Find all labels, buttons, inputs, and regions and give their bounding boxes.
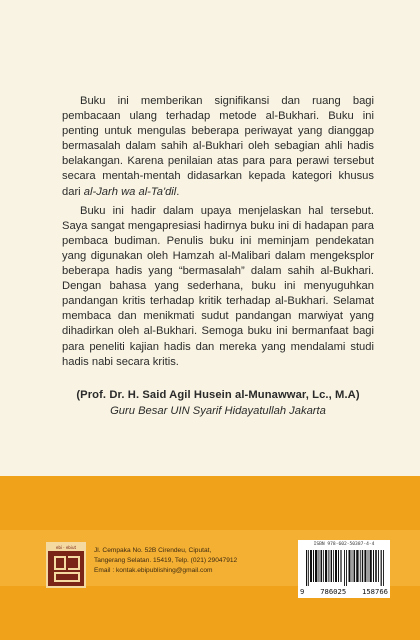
barcode-digit-group-2: 158766	[362, 587, 388, 596]
barcode-digit-lead: 9	[300, 587, 305, 596]
logo-caption: ebi · ebiut	[48, 544, 84, 551]
publisher-address-line-1: Jl. Cempaka No. 52B Cirendeu, Ciputat,	[94, 547, 212, 554]
publisher-info	[94, 546, 284, 576]
barcode-digit-group-1: 786025	[320, 587, 347, 596]
blurb-paragraph-1	[62, 94, 374, 200]
paragraph-1-italic-term: al-Jarh wa al-Ta'dil	[83, 185, 177, 198]
paragraph-1-end: .	[176, 185, 180, 198]
endorser-role: Guru Besar UIN Syarif Hidayatullah Jakarta	[110, 405, 326, 417]
logo-glyph-base	[54, 572, 80, 582]
blurb-text	[62, 94, 374, 374]
isbn-barcode	[298, 540, 390, 598]
endorsement-signature	[62, 389, 374, 417]
publisher-logo	[46, 542, 86, 588]
isbn-number: ISBN 978-602-50387-4-4	[313, 542, 375, 547]
blurb-paragraph-2	[62, 204, 374, 370]
barcode-digits	[300, 587, 388, 596]
logo-glyph-right	[68, 556, 80, 570]
publisher-email: Email : kontak.ebipublishing@gmail.com	[94, 567, 213, 574]
endorser-name: (Prof. Dr. H. Said Agil Husein al-Munawwar, Lc., M.A)	[76, 389, 360, 401]
paragraph-2-text: Buku ini hadir dalam upaya menjelaskan hal tersebut. Saya sangat mengapresiasi hadirnya buku ini di hadapan para pembaca budiman. Penulis buku ini meminjam pendekatan yang digunakan oleh Hamzah al-Malibari dalam mengeksplor beberapa hadis yang “bermasalah” dalam sahih al-Bukhari. Dengan bahasa yang sederhana, buku ini menyuguhkan pandangan kritis terhadap kritik terhadap al-Bukhari. Selamat membaca dan menikmati sudut pandangan marwiyat yang dihadirkan oleh al-Bukhari. Semoga buku ini bermanfaat bagi para peneliti kajian hadis dan mereka yang mendalami studi hadis nabi secara kritis.	[62, 204, 374, 368]
barcode-bars	[306, 550, 386, 586]
publisher-address-line-2: Tangerang Selatan. 15419, Telp. (021) 29047912	[94, 557, 238, 564]
paragraph-1-text: Buku ini memberikan signifikansi dan ruang bagi pembacaan ulang terhadap metode al-Bukhari. Buku ini penting untuk mengulas beberapa periwayat yang dianggap bermasalah dalam sahih al-Bukhari oleh sebagian ahli hadis belakangan. Karena penilaian atas para para perawi tersebut secara mentah-mentah didasarkan kepada kategori khusus dari	[62, 95, 374, 198]
logo-glyph-left	[54, 556, 66, 570]
